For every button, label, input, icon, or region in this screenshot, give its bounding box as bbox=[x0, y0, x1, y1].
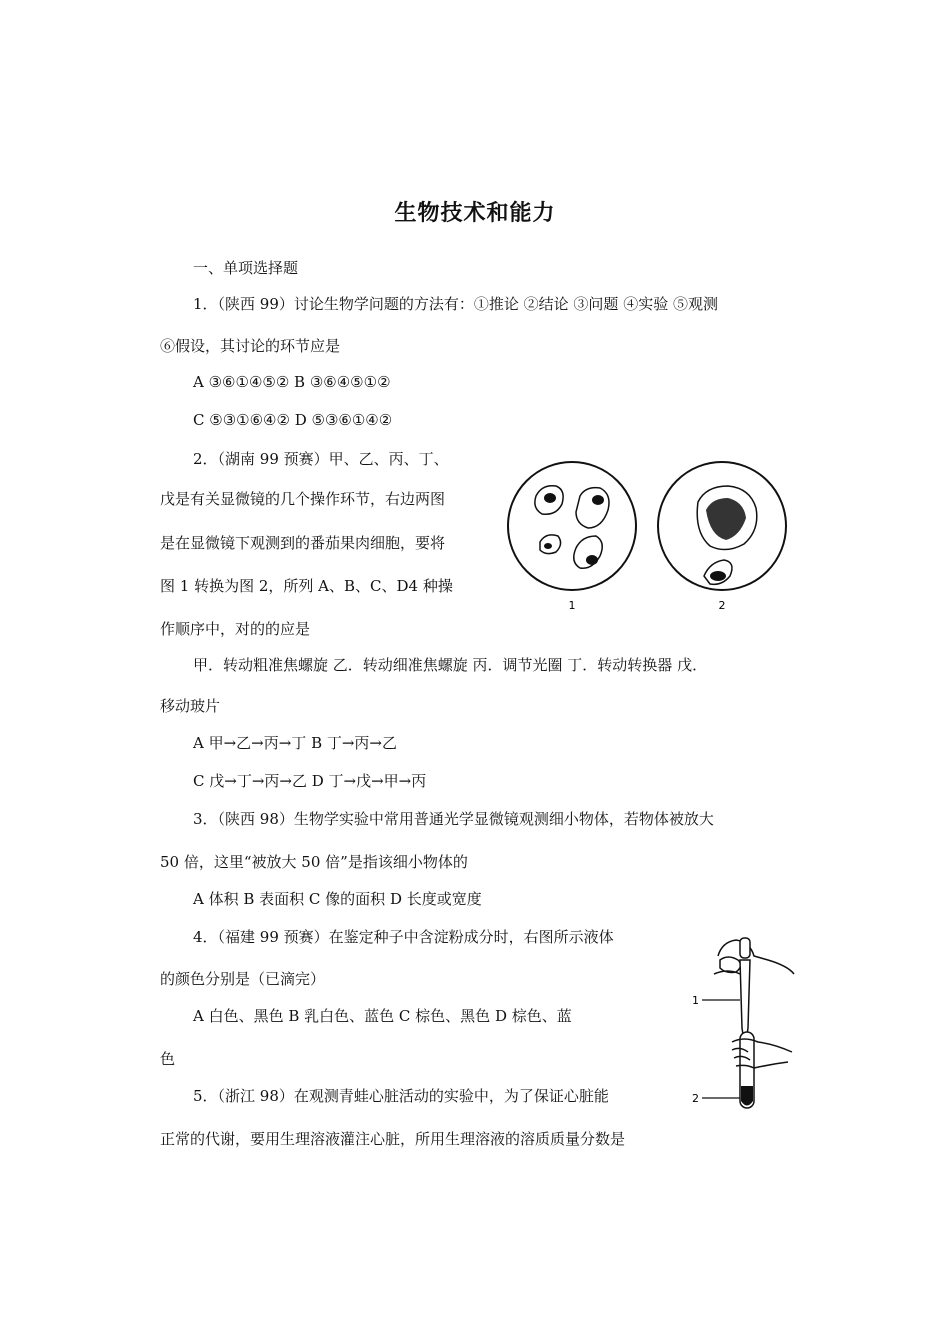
q1-stem-line1: 1．（陕西 99）讨论生物学问题的方法有：①推论 ②结论 ③问题 ④实验 ⑤观测 bbox=[193, 295, 718, 313]
q2-options-ab: A 甲→乙→丙→丁 B 丁→丙→乙 bbox=[193, 734, 398, 752]
q2-options-cd: C 戊→丁→丙→乙 D 丁→戊→甲→丙 bbox=[193, 772, 427, 790]
field-of-view-1 bbox=[508, 462, 636, 590]
fig1-label: 1 bbox=[568, 599, 576, 612]
section-heading: 一、单项选择题 bbox=[193, 259, 299, 277]
q3-stem-line2: 50 倍，这里“被放大 50 倍”是指该细小物体的 bbox=[160, 853, 468, 871]
q2-steps-line1: 甲．转动粗准焦螺旋 乙．转动细准焦螺旋 丙．调节光圈 丁．转动转换器 戊． bbox=[193, 656, 708, 674]
fig-label-1: 1 bbox=[692, 994, 699, 1007]
q4-options-wrap: 色 bbox=[160, 1050, 176, 1068]
q1-stem-line2: ⑥假设，其讨论的环节应是 bbox=[160, 337, 341, 355]
q1-options-ab: A ③⑥①④⑤② B ③⑥④⑤①② bbox=[193, 373, 391, 391]
q4-options: A 白色、黑色 B 乳白色、蓝色 C 棕色、黑色 D 棕色、蓝 bbox=[193, 1007, 572, 1025]
microscope-cells-figure bbox=[500, 452, 800, 618]
q2-steps-line2: 移动玻片 bbox=[160, 697, 221, 715]
q2-stem-line3: 是在显微镜下观测到的番茄果肉细胞，要将 bbox=[160, 534, 446, 552]
page-title: 生物技术和能力 bbox=[394, 201, 556, 226]
q2-stem-line2: 戊是有关显微镜的几个操作环节，右边两图 bbox=[160, 490, 446, 508]
dropper-test-tube-figure bbox=[688, 930, 798, 1114]
q5-stem-line1: 5．（浙江 98）在观测青蛙心脏活动的实验中，为了保证心脏能 bbox=[193, 1087, 609, 1105]
q4-stem-line2: 的颜色分别是（已滴完） bbox=[160, 970, 326, 988]
fig-label-2: 2 bbox=[692, 1092, 699, 1105]
q2-stem-line1: 2．（湖南 99 预赛）甲、乙、丙、丁、 bbox=[193, 450, 449, 468]
q3-stem-line1: 3．（陕西 98）生物学实验中常用普通光学显微镜观测细小物体，若物体被放大 bbox=[193, 810, 714, 828]
q2-stem-line5: 作顺序中，对的的应是 bbox=[160, 620, 311, 638]
q1-options-cd: C ⑤③①⑥④② D ⑤③⑥①④② bbox=[193, 411, 393, 429]
fig2-label: 2 bbox=[718, 599, 726, 612]
q2-stem-line4: 图 1 转换为图 2，所列 A、B、C、D4 种操 bbox=[160, 577, 453, 595]
q3-options: A 体积 B 表面积 C 像的面积 D 长度或宽度 bbox=[193, 890, 482, 908]
q4-stem-line1: 4．（福建 99 预赛）在鉴定种子中含淀粉成分时，右图所示液体 bbox=[193, 928, 614, 946]
q5-stem-line2: 正常的代谢，要用生理溶液灌注心脏，所用生理溶液的溶质质量分数是 bbox=[160, 1130, 626, 1148]
